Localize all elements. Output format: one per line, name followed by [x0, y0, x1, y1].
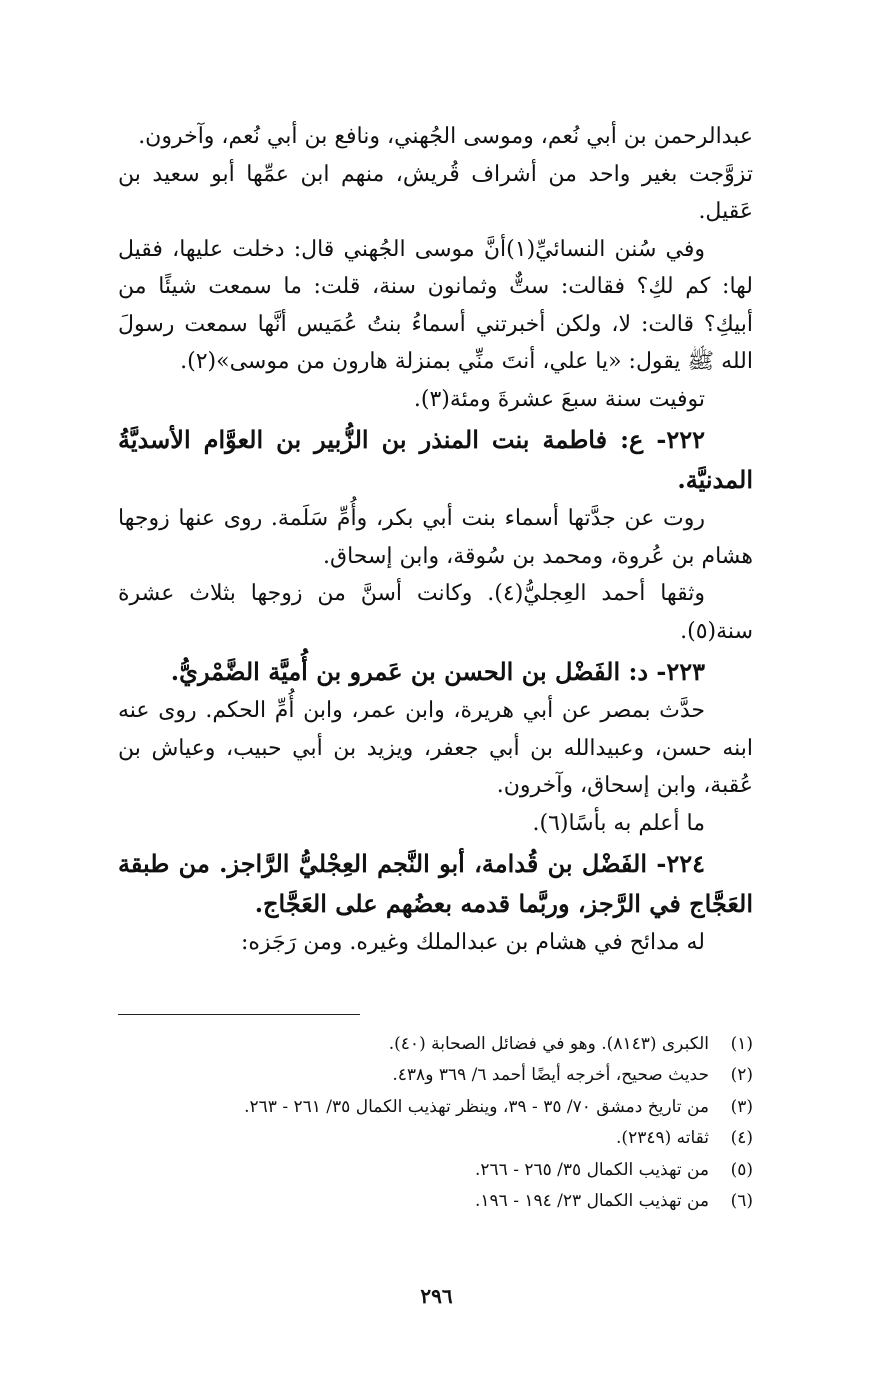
footnote-text: من تهذيب الكمال ٢٣/ ١٩٤ - ١٩٦.: [474, 1191, 709, 1211]
footnote-number: (٣): [730, 1096, 753, 1117]
footnote-number: (١): [730, 1033, 753, 1054]
entry-heading: ٢٢٤- الفَضْل بن قُدامة، أبو النَّجم العِجْليُّ الرَّاجز. من طبقة العَجَّاج في الرَّجز، وربَّما قدمه بعضُهم على العَجَّاج.: [118, 849, 753, 918]
footnote-text: من تهذيب الكمال ٣٥/ ٢٦٥ - ٢٦٦.: [474, 1159, 709, 1180]
footnote: [118, 1060, 753, 1092]
paragraph: له مدائح في هشام بن عبدالملك وغيره. ومن رَجَزه:: [240, 930, 705, 955]
footnote-number: (٤): [730, 1128, 753, 1148]
footnote: [118, 1155, 753, 1187]
footnote-text: من تاريخ دمشق ٧٠/ ٣٥ - ٣٩، وينظر تهذيب الكمال ٣٥/ ٢٦١ - ٢٦٣.: [244, 1096, 709, 1117]
paragraph: حدَّث بمصر عن أبي هريرة، وابن عمر، وابن أُمِّ الحكم. روى عنه ابنه حسن، وعبيدالله بن أبي جعفر، ويزيد بن أبي حبيب، وعياش بن عُقبة، وابن إسحاق، وآخرون.: [118, 698, 753, 798]
footnote-number: (٢): [730, 1065, 753, 1085]
footnote-number: (٦): [730, 1191, 753, 1211]
footnote-text: ثقاته (٢٣٤٩).: [616, 1128, 709, 1148]
paragraph: وفي سُنن النسائيِّ(١)أنَّ موسى الجُهني قال: دخلت عليها، فقيل لها: كم لكِ؟ فقالت: ستٌّ وثمانون سنة، قلت: ما سمعت شيئًا من أبيكِ؟ قالت: لا، ولكن أخبرتني أسماءُ بنتُ عُمَيس أنَّها سمعت رسولَ الله ﷺ يقول: «يا علي، أنتَ منِّي بمنزلة هارون من موسى»(٢).: [118, 236, 753, 374]
footnote-text: الكبرى (٨١٤٣). وهو في فضائل الصحابة (٤٠).: [388, 1033, 709, 1054]
footnote-separator: [118, 1014, 360, 1015]
footnote-text: حديث صحيح، أخرجه أيضًا أحمد ٦/ ٣٦٩ و٤٣٨.: [392, 1065, 709, 1085]
main-text: [118, 118, 753, 962]
footnote-number: (٥): [730, 1159, 753, 1180]
entry-heading: ٢٢٢- ع: فاطمة بنت المنذر بن الزُّبير بن العوَّام الأسديَّةُ المدنيَّة.: [118, 425, 753, 494]
paragraph: توفيت سنة سبعَ عشرةَ ومئة(٣).: [413, 386, 705, 412]
paragraph: ما أعلم به بأسًا(٦).: [532, 810, 705, 836]
paragraph: وثقها أحمد العِجليُّ(٤). وكانت أسنَّ من زوجها بثلاث عشرة سنة(٥).: [118, 581, 753, 644]
footnote: [118, 1029, 753, 1061]
paragraph: عبدالرحمن بن أبي نُعم، وموسى الجُهني، ونافع بن أبي نُعم، وآخرون.: [138, 124, 753, 149]
entry-heading: ٢٢٣- د: الفَضْل بن الحسن بن عَمرو بن أُميَّة الضَّمْريُّ.: [170, 657, 705, 686]
footnotes: [118, 1029, 753, 1218]
paragraph: روت عن جدَّتها أسماء بنت أبي بكر، وأُمِّ سَلَمة. روى عنها زوجها هشام بن عُروة، ومحمد بن سُوقة، وابن إسحاق.: [118, 506, 753, 569]
paragraph: تزوَّجت بغير واحد من أشراف قُريش، منهم ابن عمِّها أبو سعيد بن عَقيل.: [118, 161, 753, 224]
footnote: [118, 1092, 753, 1124]
footnote: [118, 1123, 753, 1155]
footnote: [118, 1186, 753, 1218]
page-number: ٢٩٦: [420, 1284, 453, 1308]
